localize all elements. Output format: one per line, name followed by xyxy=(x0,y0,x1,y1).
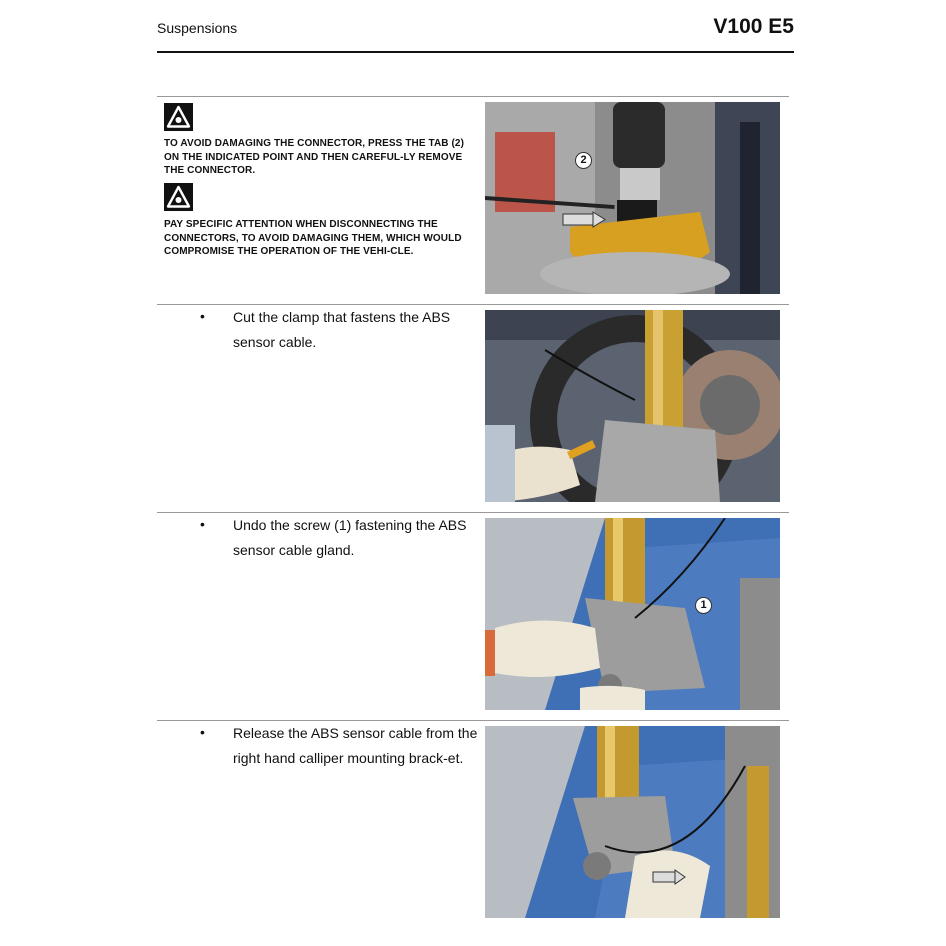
clamp-photo xyxy=(485,310,780,502)
callout-1: 1 xyxy=(695,597,712,614)
step-text: Undo the screw (1) fastening the ABS sensor cable gland. xyxy=(233,517,467,558)
step-text: Release the ABS sensor cable from the right hand calliper mounting brack-et. xyxy=(233,725,478,766)
screw-photo xyxy=(485,518,780,710)
connector-photo xyxy=(485,102,780,294)
callout-2: 2 xyxy=(575,152,592,169)
section-divider xyxy=(157,96,789,97)
bracket-photo xyxy=(485,726,780,918)
section-title: Suspensions xyxy=(157,20,238,36)
step-text: Cut the clamp that fastens the ABS sensor cable. xyxy=(233,309,451,350)
warning-triangle-icon xyxy=(164,183,193,211)
warning-triangle-icon xyxy=(164,103,193,131)
bullet: • xyxy=(200,724,205,740)
bullet: • xyxy=(200,308,205,324)
warning-text: PAY SPECIFIC ATTENTION WHEN DISCONNECTING THE CONNECTORS, TO AVOID DAMAGING THEM, WHICH WOULD COMPROMISE THE OPERATION OF THE VEHI-CLE. xyxy=(164,219,462,257)
header-rule xyxy=(157,51,794,53)
bullet: • xyxy=(200,516,205,532)
model-title: V100 E5 xyxy=(713,15,794,38)
warning-text: TO AVOID DAMAGING THE CONNECTOR, PRESS THE TAB (2) ON THE INDICATED POINT AND THEN CAREFUL-LY REMOVE THE CONNECTOR. xyxy=(164,138,465,176)
